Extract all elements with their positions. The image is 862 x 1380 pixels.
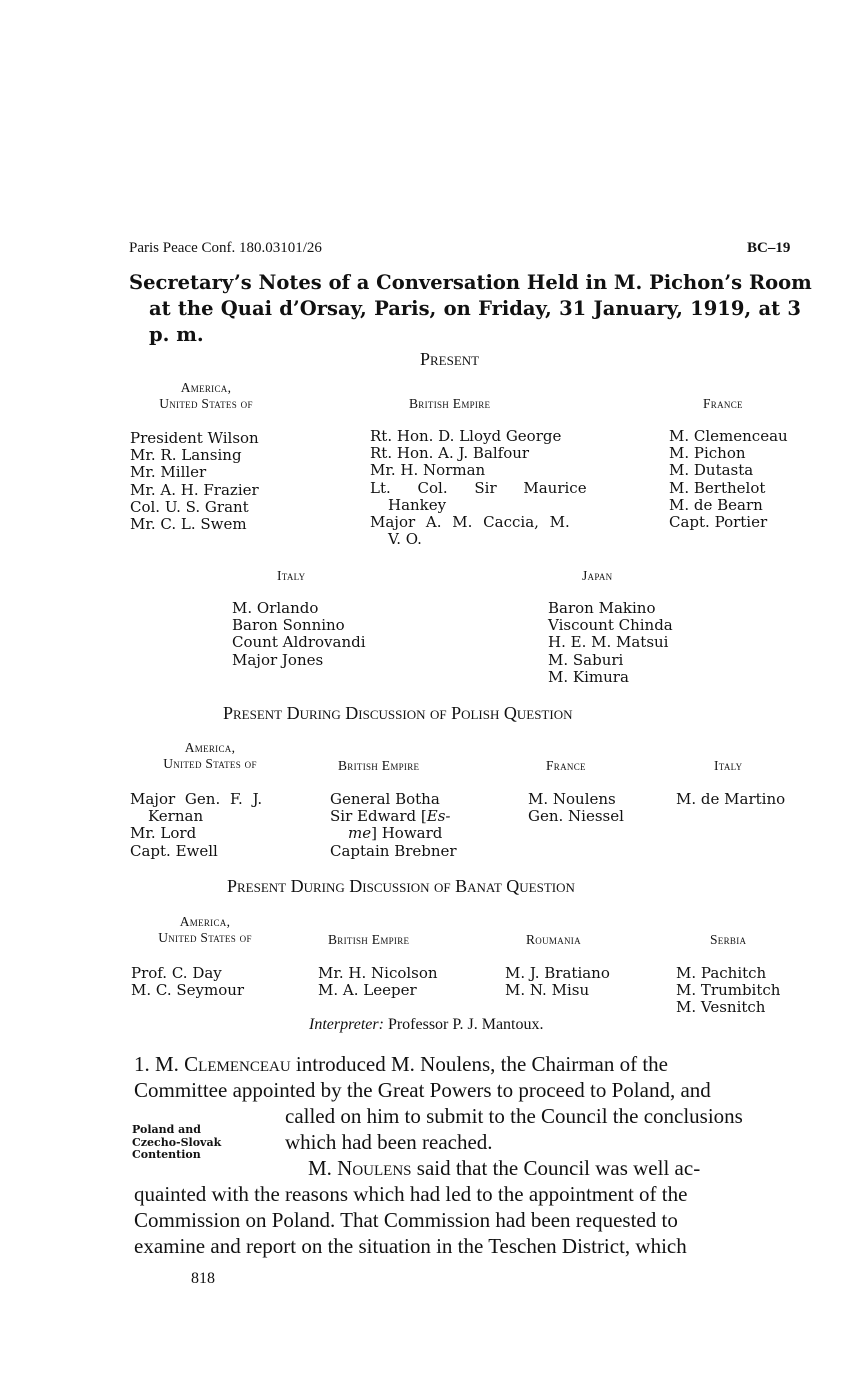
list-item: M. Trumbitch — [676, 981, 781, 1000]
present-heading: Present — [420, 349, 480, 369]
present-japan-label: Japan — [582, 568, 613, 583]
banat-roumania-list — [505, 965, 610, 999]
polish-america-list — [130, 791, 282, 860]
list-item: Col. U. S. Grant — [130, 497, 249, 516]
body-line-7: Commission on Poland. That Commission had been requested to — [134, 1208, 678, 1232]
present-italy-list — [232, 600, 366, 669]
banat-roumania-label: Roumania — [526, 932, 581, 947]
body-line-1 — [134, 1051, 802, 1077]
banat-america-list — [131, 965, 244, 999]
list-item: President Wilson — [130, 429, 259, 447]
present-british-list — [370, 427, 587, 549]
list-item: M. Pachitch — [676, 964, 767, 982]
page-number: 818 — [191, 1270, 215, 1287]
list-item: Rt. Hon. D. Lloyd George — [370, 427, 562, 445]
list-item: Gen. Niessel — [528, 807, 624, 826]
body-line-5 — [308, 1155, 700, 1181]
list-item: Baron Sonnino — [232, 616, 345, 635]
body-line-3: called on him to submit to the Council the conclusions — [285, 1104, 743, 1128]
list-item: Mr. H. Nicolson — [318, 964, 438, 982]
margin-note: Poland and Czecho-Slovak Contention — [132, 1123, 222, 1161]
list-item — [330, 825, 457, 842]
list-item: M. Saburi — [548, 650, 624, 669]
list-item: General Botha — [330, 790, 440, 808]
list-item: M. Vesnitch — [676, 998, 766, 1017]
list-item: M. de Martino — [676, 790, 786, 808]
polish-america-label-1: America, — [184, 740, 236, 755]
polish-british-list — [330, 791, 457, 860]
body-line-2: Committee appointed by the Great Powers to proceed to Poland, and — [134, 1078, 711, 1102]
paragraph-number: 1. — [134, 1052, 150, 1076]
name-part: Es- — [426, 807, 451, 826]
title-line-1: Secretary’s Notes of a Conversation Held in M. Pichon’s Room — [129, 271, 812, 294]
polish-italy-label: Italy — [714, 758, 743, 773]
list-item: Mr. R. Lansing — [130, 446, 242, 465]
list-item: M. Kimura — [548, 667, 629, 686]
interpreter-label: Interpreter: — [309, 1016, 384, 1033]
speaker-name: M. Noulens — [308, 1156, 412, 1180]
polish-heading: Present During Discussion of Polish Question — [223, 703, 573, 723]
banat-british-label: British Empire — [328, 932, 410, 947]
speaker-name: M. Clemenceau — [155, 1052, 291, 1076]
list-item: Hankey — [388, 495, 447, 514]
present-france-list — [669, 428, 788, 531]
banat-america-label-2: United States of — [158, 930, 252, 945]
list-item: M. Clemenceau — [669, 427, 788, 445]
list-item: Major Gen. F. J. — [130, 790, 263, 808]
list-item: M. Orlando — [232, 599, 319, 617]
list-item: Baron Makino — [548, 599, 656, 617]
list-item — [330, 808, 457, 825]
polish-america-label-2: United States of — [163, 756, 257, 771]
name-part: Sir Edward [ — [330, 807, 427, 826]
list-item: M. J. Bratiano — [505, 964, 610, 982]
list-item: Mr. Miller — [130, 463, 207, 482]
present-america-list — [130, 430, 259, 533]
list-item: Major A. M. Caccia, M. — [370, 513, 570, 532]
title-continuation: at the Quai d’Orsay, Paris, on Friday, 31 January, 1919, at 3 p. m. — [149, 297, 801, 346]
list-item: Capt. Ewell — [130, 841, 218, 860]
present-america-label-1: America, — [180, 380, 232, 395]
interpreter-name: Professor P. J. Mantoux. — [387, 1016, 544, 1033]
banat-heading: Present During Discussion of Banat Question — [227, 876, 575, 896]
banat-serbia-list — [676, 965, 780, 1017]
list-item: Kernan — [148, 807, 204, 826]
page-title — [129, 270, 812, 348]
interpreter-line — [309, 1016, 544, 1034]
list-item: H. E. M. Matsui — [548, 633, 669, 652]
list-item: Major Jones — [232, 650, 324, 669]
document-reference: Paris Peace Conf. 180.03101/26 — [129, 240, 322, 256]
list-item: M. A. Leeper — [318, 981, 417, 1000]
polish-france-list — [528, 791, 624, 825]
body-line-4: which had been reached. — [285, 1130, 493, 1154]
polish-british-label: British Empire — [338, 758, 420, 773]
list-item: Lt. Col. Sir Maurice — [370, 478, 587, 497]
present-japan-list — [548, 600, 673, 686]
present-france-label: France — [703, 396, 743, 411]
name-part: ] Howard — [371, 824, 443, 843]
banat-british-list — [318, 965, 438, 999]
list-item: Mr. H. Norman — [370, 461, 486, 480]
list-item: Rt. Hon. A. J. Balfour — [370, 444, 530, 463]
list-item: Capt. Portier — [669, 513, 768, 532]
list-item: Prof. C. Day — [131, 964, 222, 982]
list-item: Viscount Chinda — [548, 616, 673, 635]
list-item: Count Aldrovandi — [232, 633, 366, 652]
name-part: me — [348, 824, 372, 843]
banat-serbia-label: Serbia — [710, 932, 747, 947]
banat-america-label — [130, 914, 280, 946]
body-text: introduced M. Noulens, the Chairman of the — [295, 1052, 669, 1076]
body-line-6: quainted with the reasons which had led to the appointment of the — [134, 1182, 688, 1206]
present-america-label — [131, 380, 281, 412]
document-code: BC–19 — [747, 240, 791, 256]
list-item: V. O. — [388, 530, 422, 549]
list-item: M. C. Seymour — [131, 981, 245, 1000]
list-item: M. Dutasta — [669, 461, 754, 480]
list-item: Captain Brebner — [330, 841, 457, 860]
list-item: M. Pichon — [669, 444, 746, 463]
body-line-8: examine and report on the situation in the Teschen District, which — [134, 1234, 687, 1258]
present-america-label-2: United States of — [159, 396, 253, 411]
polish-france-label: France — [546, 758, 586, 773]
list-item: M. de Bearn — [669, 495, 763, 514]
list-item: M. Noulens — [528, 790, 616, 808]
list-item: Mr. C. L. Swem — [130, 515, 247, 534]
list-item: M. N. Misu — [505, 981, 590, 1000]
list-item: M. Berthelot — [669, 478, 766, 497]
present-british-label: British Empire — [409, 396, 491, 411]
present-italy-label: Italy — [277, 568, 306, 583]
list-item: Mr. A. H. Frazier — [130, 480, 259, 499]
banat-america-label-1: America, — [179, 914, 231, 929]
polish-america-label — [135, 740, 285, 772]
polish-italy-list — [676, 791, 785, 808]
list-item: Mr. Lord — [130, 824, 197, 843]
body-text: said that the Council was well ac- — [416, 1156, 701, 1180]
